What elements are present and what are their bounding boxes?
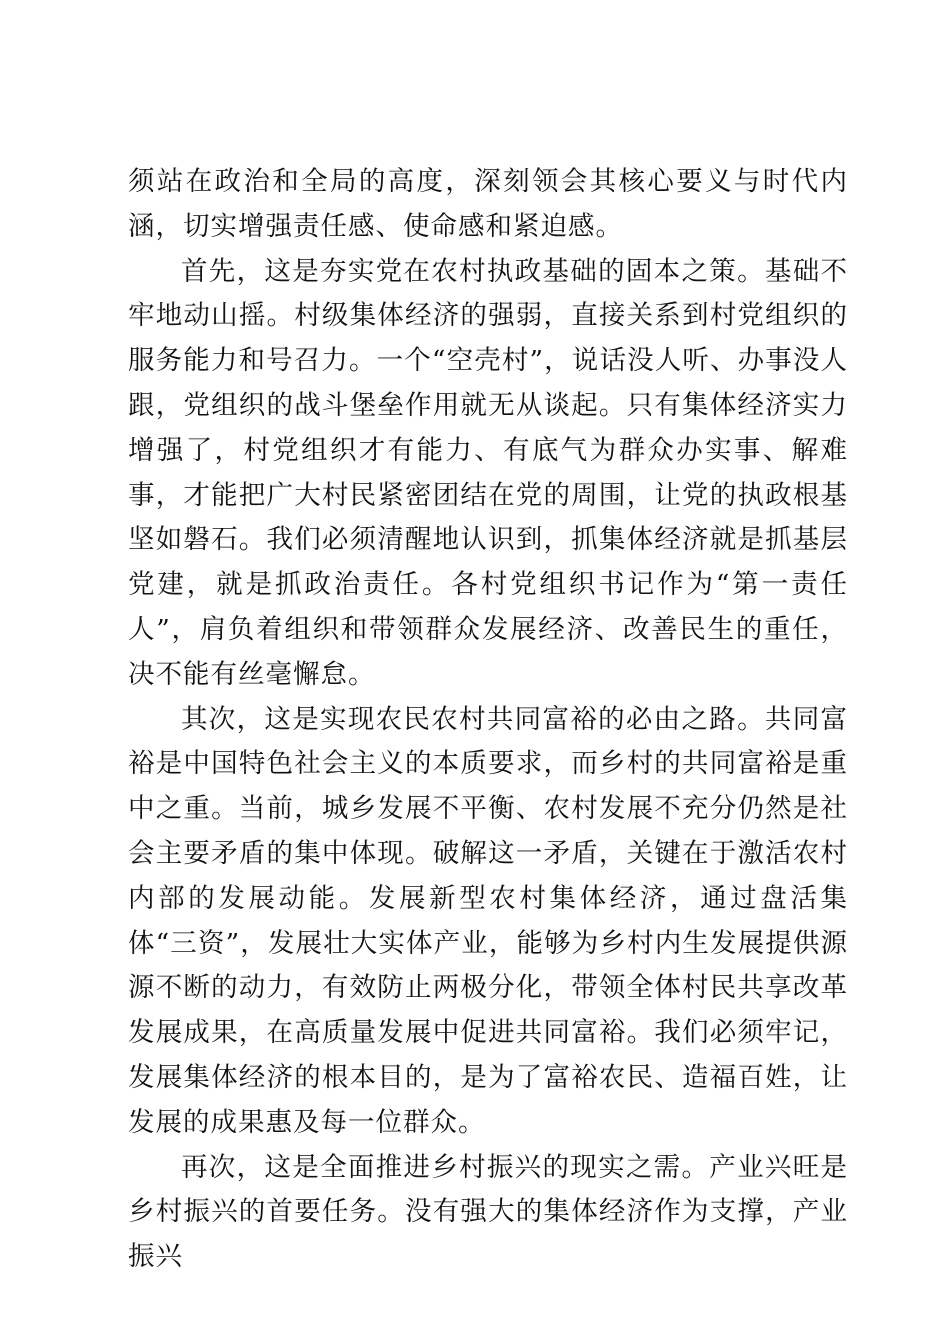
paragraph-first-point: 首先，这是夯实党在农村执政基础的固本之策。基础不牢地动山摇。村级集体经济的强弱，直接关系到村党组织的服务能力和号召力。一个“空壳村”，说话没人听、办事没人跟，党组织的战斗堡垒作用就无从谈起。只有集体经济实力增强了，村党组织才有能力、有底气为群众办实事、解难事，才能把广大村民紧密团结在党的周围，让党的执政根基坚如磐石。我们必须清醒地认识到，抓集体经济就是抓基层党建，就是抓政治责任。各村党组织书记作为“第一责任人”，肩负着组织和带领群众发展经济、改善民生的重任，决不能有丝毫懈怠。 bbox=[128, 255, 848, 690]
paragraph-third-point: 再次，这是全面推进乡村振兴的现实之需。产业兴旺是乡村振兴的首要任务。没有强大的集体经济作为支撑，产业振兴 bbox=[128, 1151, 848, 1273]
paragraph-continuation: 须站在政治和全局的高度，深刻领会其核心要义与时代内涵，切实增强责任感、使命感和紧迫感。 bbox=[128, 166, 848, 242]
paragraph-second-point: 其次，这是实现农民农村共同富裕的必由之路。共同富裕是中国特色社会主义的本质要求，而乡村的共同富裕是重中之重。当前，城乡发展不平衡、农村发展不充分仍然是社会主要矛盾的集中体现。破解这一矛盾，关键在于激活农村内部的发展动能。发展新型农村集体经济，通过盘活集体“三资”，发展壮大实体产业，能够为乡村内生发展提供源源不断的动力，有效防止两极分化，带领全体村民共享改革发展成果，在高质量发展中促进共同富裕。我们必须牢记，发展集体经济的根本目的，是为了富裕农民、造福百姓，让发展的成果惠及每一位群众。 bbox=[128, 703, 848, 1138]
body-text bbox=[128, 160, 848, 1280]
